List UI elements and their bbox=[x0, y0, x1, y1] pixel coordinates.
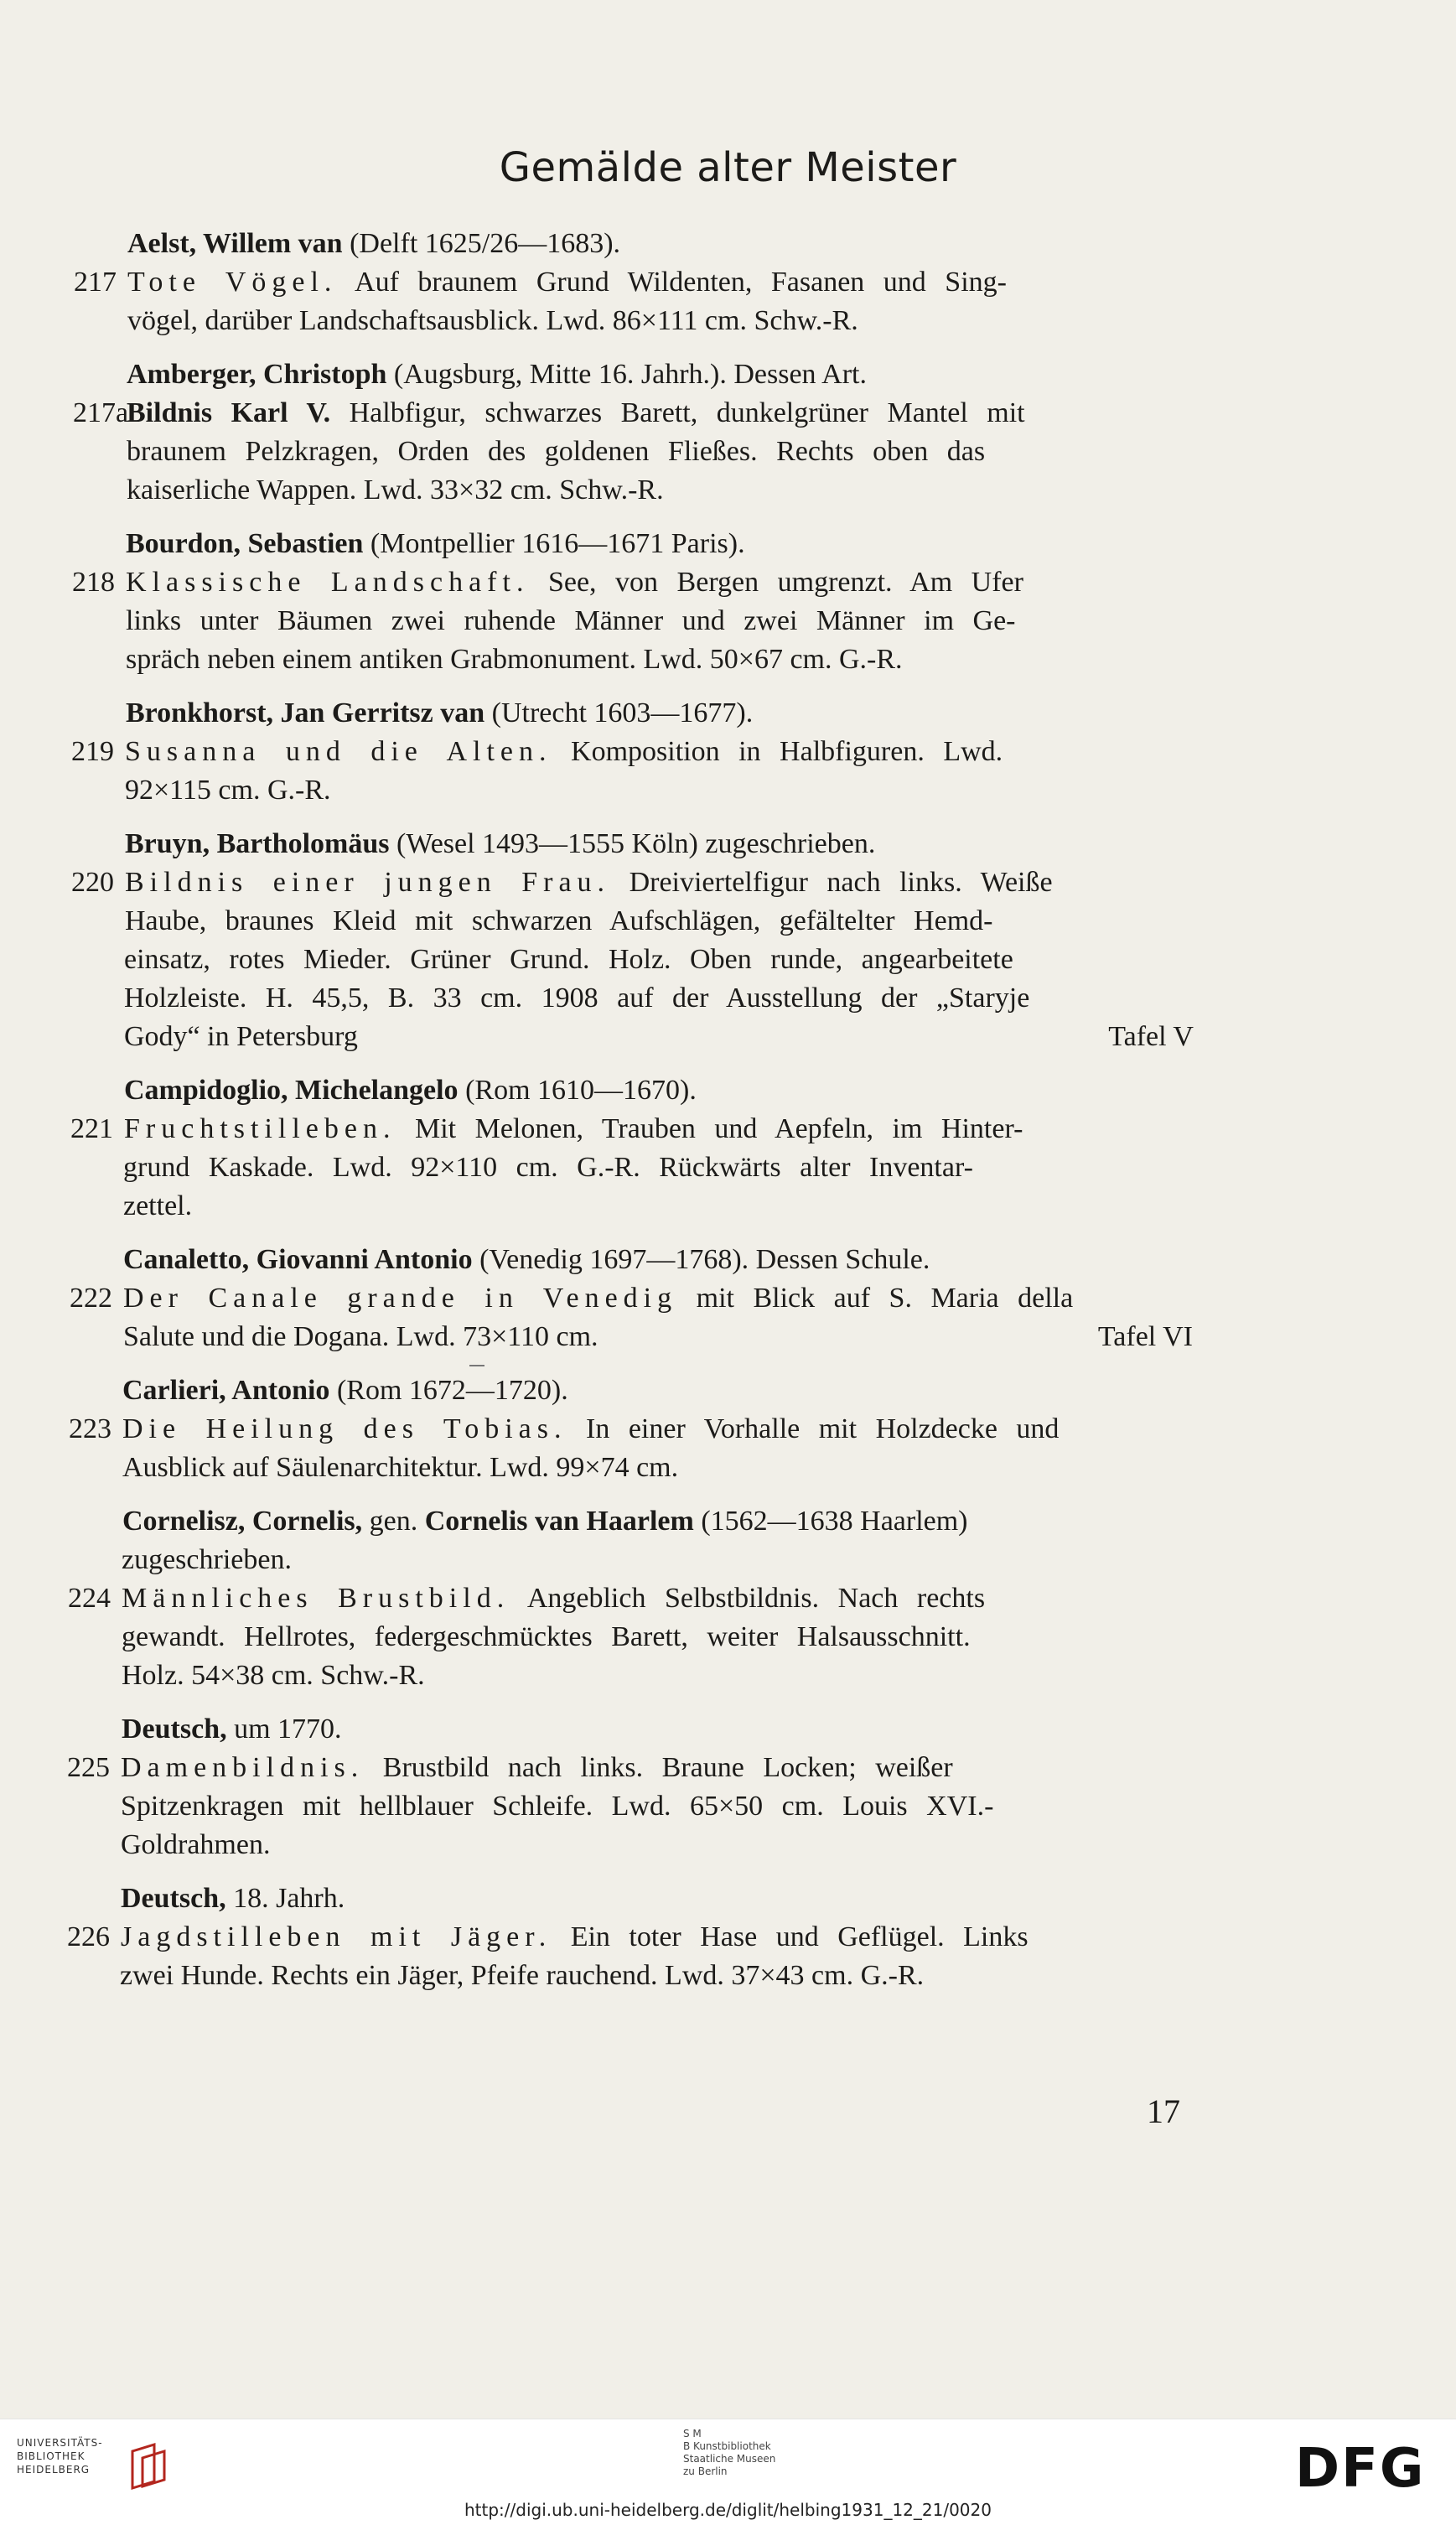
artist-dates: (Rom 1672—1720). bbox=[329, 1375, 568, 1406]
description-line bbox=[126, 563, 1023, 602]
artist-heading bbox=[125, 825, 875, 863]
lot-number: 224 bbox=[68, 1583, 111, 1614]
description-text: Ein toter Hase und Geflügel. Links bbox=[552, 1921, 1029, 1952]
description-text: See, von Bergen umgrenzt. Am Ufer bbox=[529, 567, 1023, 598]
artwork-title: Klassische Landschaft. bbox=[126, 567, 530, 598]
description-text: Brustbild nach links. Braune Locken; weißer bbox=[364, 1752, 953, 1783]
artist-dates: (Augsburg, Mitte 16. Jahrh.). Dessen Art. bbox=[386, 359, 867, 390]
artist-heading bbox=[122, 1710, 342, 1749]
description-text: Dreiviertelfigur nach links. Weiße bbox=[610, 867, 1053, 898]
source-url[interactable]: http://digi.ub.uni-heidelberg.de/diglit/helbing1931_12_21/0020 bbox=[464, 2500, 992, 2520]
artist-dates: (Utrecht 1603—1677). bbox=[484, 697, 754, 728]
description-line bbox=[121, 1787, 993, 1826]
description-line bbox=[122, 1618, 971, 1657]
plate-reference: Tafel VI bbox=[1097, 1321, 1193, 1352]
description-line bbox=[123, 1279, 1073, 1318]
artist-name: Bruyn, Bartholomäus bbox=[125, 828, 390, 859]
artist-name: Aelst, Willem van bbox=[127, 228, 343, 259]
artist-heading bbox=[126, 525, 745, 563]
lot-number: 218 bbox=[72, 567, 115, 598]
page-title: Gemälde alter Meister bbox=[499, 144, 957, 191]
description-text: Salute und die Dogana. Lwd. 73×110 cm. bbox=[123, 1321, 598, 1352]
artist-dates: (Venedig 1697—1768). Dessen Schule. bbox=[472, 1244, 930, 1275]
artist-name: Bourdon, Sebastien bbox=[126, 528, 364, 559]
digitization-footer bbox=[0, 2419, 1456, 2525]
artwork-title: Bildnis Karl V. bbox=[127, 397, 331, 428]
artwork-title: Männliches Brustbild. bbox=[122, 1583, 510, 1614]
artist-name: Canaletto, Giovanni Antonio bbox=[123, 1244, 473, 1275]
description-line bbox=[127, 394, 1025, 433]
description-text: einsatz, rotes Mieder. Grüner Grund. Holz. Oben runde, angearbeitete bbox=[124, 944, 1013, 975]
description-line bbox=[125, 771, 331, 810]
description-text: In einer Vorhalle mit Holzdecke und bbox=[567, 1413, 1060, 1444]
plate-reference: Tafel V bbox=[1108, 1021, 1194, 1052]
description-line bbox=[123, 1187, 192, 1226]
museum-stamp: S M B Kunstbibliothek Staatliche Museen zu Berlin bbox=[683, 2428, 776, 2477]
artwork-title: Fruchtstilleben. bbox=[124, 1113, 396, 1144]
description-text: braunem Pelzkragen, Orden des goldenen Fließes. Rechts oben das bbox=[127, 436, 986, 467]
description-line bbox=[127, 263, 1007, 302]
description-line bbox=[123, 1318, 598, 1356]
description-text: 92×115 cm. G.-R. bbox=[125, 775, 331, 806]
university-library-logo: UNIVERSITÄTS- BIBLIOTHEK HEIDELBERG bbox=[17, 2437, 103, 2476]
artwork-title: Die Heilung des Tobias. bbox=[122, 1413, 567, 1444]
description-text: Angeblich Selbstbildnis. Nach rechts bbox=[510, 1583, 986, 1614]
description-line bbox=[124, 1110, 1023, 1148]
description-text: kaiserliche Wappen. Lwd. 33×32 cm. Schw.-R. bbox=[127, 474, 664, 506]
artist-alias: Cornelis van Haarlem bbox=[424, 1506, 694, 1537]
description-text: links unter Bäumen zwei ruhende Männer und zwei Männer im Ge- bbox=[126, 605, 1016, 636]
description-text: zwei Hunde. Rechts ein Jäger, Pfeife rauchend. Lwd. 37×43 cm. G.-R. bbox=[120, 1960, 925, 1991]
description-line bbox=[120, 1957, 924, 1995]
artist-heading bbox=[127, 225, 620, 263]
description-line bbox=[125, 902, 992, 941]
artist-name: Campidoglio, Michelangelo bbox=[124, 1075, 459, 1106]
description-text: Halbfigur, schwarzes Barett, dunkelgrüner Mantel mit bbox=[330, 397, 1025, 428]
artist-dates: (Wesel 1493—1555 Köln) zugeschrieben. bbox=[389, 828, 876, 859]
artist-dates: (Montpellier 1616—1671 Paris). bbox=[363, 528, 745, 559]
description-text: zettel. bbox=[123, 1190, 193, 1221]
description-text: gewandt. Hellrotes, federgeschmücktes Barett, weiter Halsausschnitt. bbox=[122, 1621, 971, 1652]
lot-number: 225 bbox=[67, 1752, 110, 1783]
artist-name: Deutsch, bbox=[121, 1883, 226, 1914]
lot-number: 220 bbox=[71, 867, 114, 898]
description-text: Auf braunem Grund Wildenten, Fasanen und Sing- bbox=[337, 267, 1007, 298]
description-line bbox=[121, 1918, 1029, 1957]
artwork-title: Damenbildnis. bbox=[121, 1752, 365, 1783]
description-text: Holzleiste. H. 45,5, B. 33 cm. 1908 auf der Ausstellung der „Staryje bbox=[124, 983, 1030, 1014]
artist-name: Carlieri, Antonio bbox=[122, 1375, 330, 1406]
lot-number: 221 bbox=[70, 1113, 113, 1144]
lot-number: 217a bbox=[73, 397, 129, 428]
description-line bbox=[126, 602, 1016, 640]
description-line bbox=[124, 979, 1029, 1018]
lot-number: 217 bbox=[74, 267, 117, 298]
description-text: Haube, braunes Kleid mit schwarzen Aufschlägen, gefältelter Hemd- bbox=[125, 905, 993, 936]
description-line bbox=[122, 1657, 425, 1695]
artist-heading bbox=[124, 1071, 697, 1110]
description-text: mit Blick auf S. Maria della bbox=[677, 1283, 1074, 1314]
artist-alias-prefix: gen. bbox=[362, 1506, 425, 1537]
description-text: vögel, darüber Landschaftsausblick. Lwd. 86×111 cm. Schw.-R. bbox=[127, 305, 858, 336]
artist-dates: (1562—1638 Haarlem) bbox=[693, 1506, 968, 1537]
lot-number: 226 bbox=[67, 1921, 110, 1952]
description-text: Komposition in Halbfiguren. Lwd. bbox=[552, 736, 1003, 767]
description-text: Holz. 54×38 cm. Schw.-R. bbox=[122, 1660, 425, 1691]
lot-number: 219 bbox=[71, 736, 114, 767]
artist-name: Cornelisz, Cornelis, bbox=[122, 1506, 363, 1537]
description-text: spräch neben einem antiken Grabmonument. Lwd. 50×67 cm. G.-R. bbox=[126, 644, 903, 675]
artwork-title: Bildnis einer jungen Frau. bbox=[125, 867, 611, 898]
description-line bbox=[126, 640, 903, 679]
description-line bbox=[122, 1579, 985, 1618]
description-text: Goldrahmen. bbox=[121, 1829, 271, 1860]
artist-name: Bronkhorst, Jan Gerritsz van bbox=[126, 697, 485, 728]
description-line bbox=[125, 863, 1053, 902]
description-line bbox=[121, 1826, 270, 1864]
description-line bbox=[127, 302, 858, 340]
artist-name: Deutsch, bbox=[122, 1714, 227, 1745]
lot-number: 222 bbox=[70, 1283, 112, 1314]
description-line bbox=[121, 1749, 953, 1787]
artwork-title: Tote Vögel. bbox=[127, 267, 338, 298]
description-text: grund Kaskade. Lwd. 92×110 cm. G.-R. Rückwärts alter Inventar- bbox=[123, 1152, 973, 1183]
artist-dates: um 1770. bbox=[226, 1714, 342, 1745]
artist-dates: (Rom 1610—1670). bbox=[458, 1075, 697, 1106]
artist-heading bbox=[122, 1371, 568, 1410]
page-number: 17 bbox=[1147, 2092, 1180, 2130]
library-emblem-icon bbox=[126, 2439, 173, 2493]
artist-heading-continued: zugeschrieben. bbox=[122, 1544, 292, 1575]
description-line bbox=[124, 941, 1013, 979]
description-line bbox=[125, 733, 1003, 771]
lot-number: 223 bbox=[69, 1413, 111, 1444]
description-text: Ausblick auf Säulenarchitektur. Lwd. 99×74 cm. bbox=[122, 1452, 679, 1483]
description-line bbox=[127, 471, 664, 510]
artist-heading bbox=[121, 1879, 345, 1918]
description-text: Spitzenkragen mit hellblauer Schleife. Lwd. 65×50 cm. Louis XVI.- bbox=[121, 1791, 994, 1822]
description-line bbox=[124, 1018, 358, 1056]
artist-heading bbox=[122, 1502, 968, 1541]
artwork-title: Jagdstilleben mit Jäger. bbox=[121, 1921, 552, 1952]
dfg-logo: DFG bbox=[1295, 2438, 1426, 2500]
artist-name: Amberger, Christoph bbox=[127, 359, 387, 390]
scan-mark bbox=[469, 1365, 484, 1366]
description-line bbox=[122, 1410, 1059, 1449]
description-line bbox=[122, 1449, 678, 1487]
artwork-title: Susanna und die Alten. bbox=[125, 736, 552, 767]
artist-dates: (Delft 1625/26—1683). bbox=[342, 228, 621, 259]
description-line bbox=[127, 433, 985, 471]
description-text: Gody“ in Petersburg bbox=[124, 1021, 358, 1052]
artwork-title: Der Canale grande in Venedig bbox=[123, 1283, 678, 1314]
artist-heading bbox=[127, 355, 867, 394]
description-line bbox=[123, 1148, 973, 1187]
artist-dates: 18. Jahrh. bbox=[225, 1883, 345, 1914]
description-text: Mit Melonen, Trauben und Aepfeln, im Hinter- bbox=[396, 1113, 1023, 1144]
artist-heading bbox=[123, 1241, 930, 1279]
artist-heading bbox=[126, 694, 753, 733]
